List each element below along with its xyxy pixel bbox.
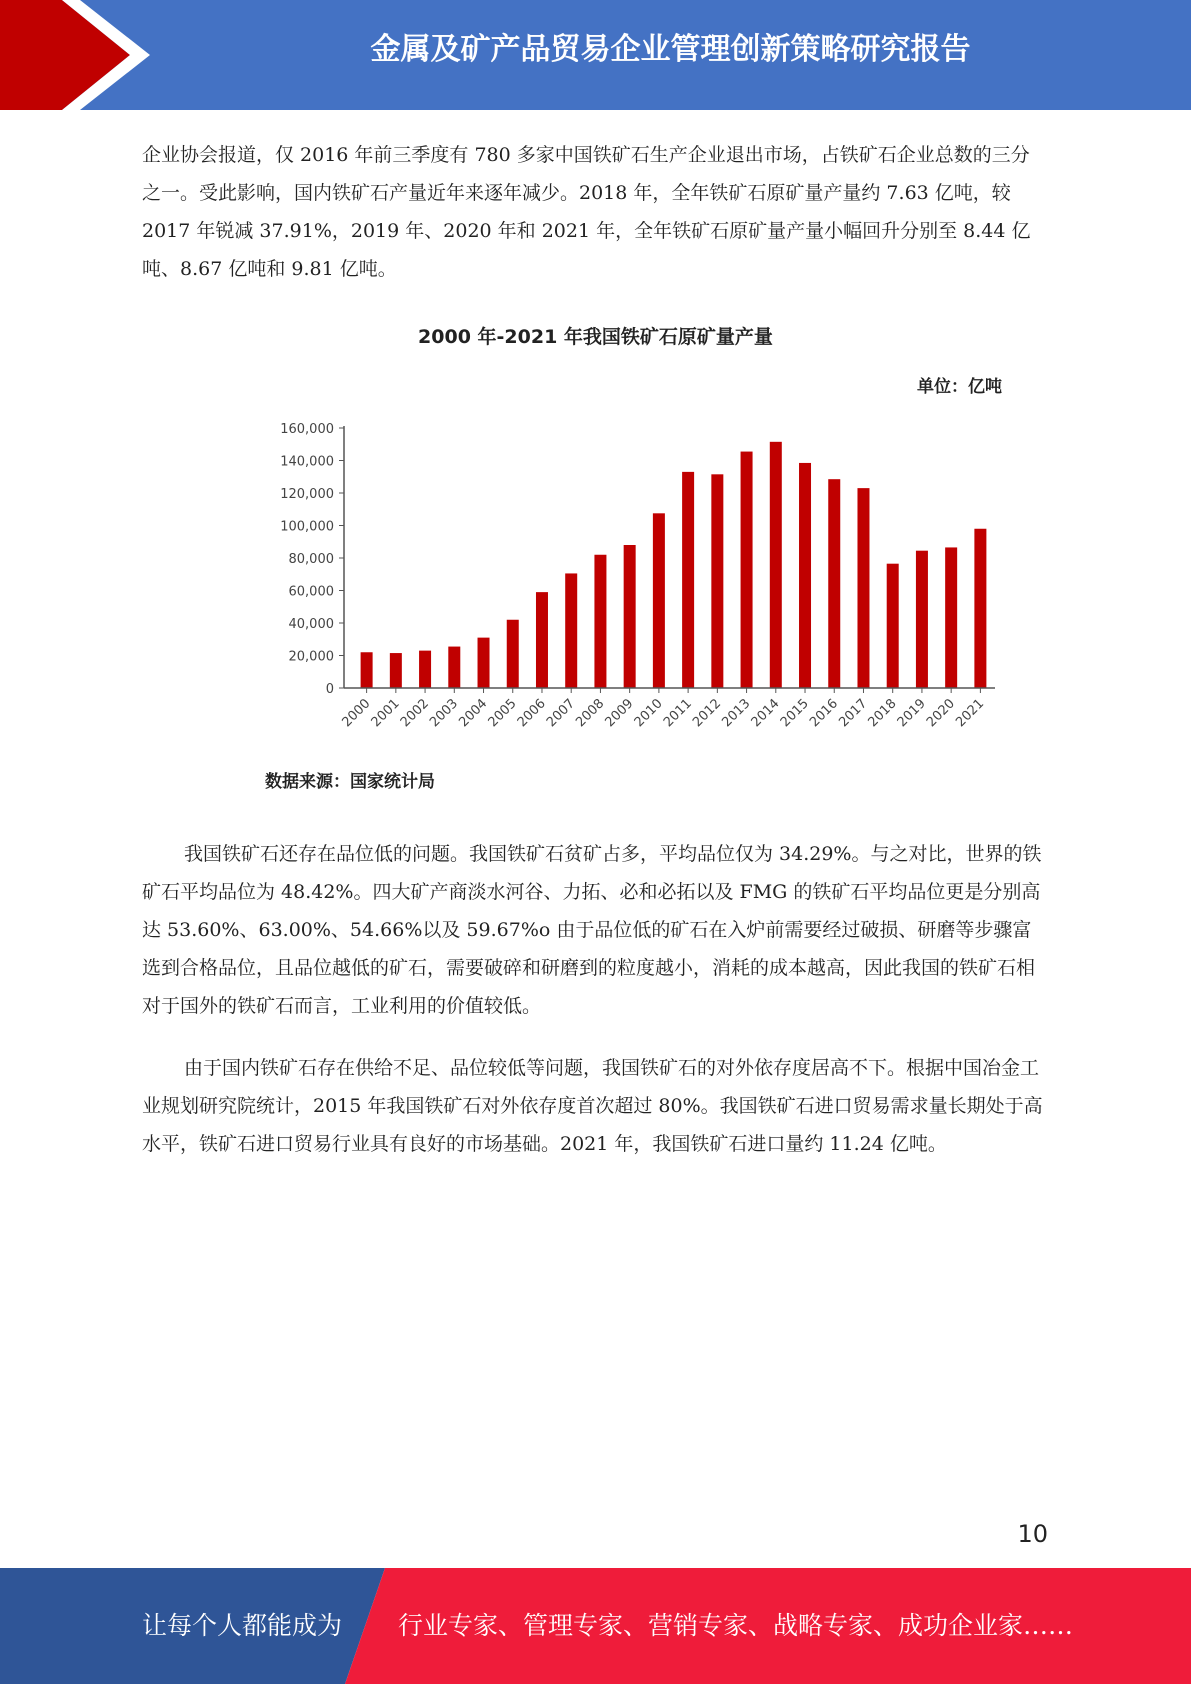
bar — [390, 653, 402, 688]
bar — [653, 513, 665, 688]
body-paragraph-3: 由于国内铁矿石存在供给不足、品位较低等问题，我国铁矿石的对外依存度居高不下。根据中国冶金工业规划研究院统计，2015 年我国铁矿石对外依存度首次超过 80%。我国铁矿石进口贸易需求量长期处于高水平，铁矿石进口贸易行业具有良好的市场基础。2021 年，我国铁矿石进口量约 11.24 亿吨。 — [142, 1057, 1043, 1155]
x-tick-label: 2013 — [719, 696, 754, 731]
x-tick-label: 2010 — [631, 696, 666, 731]
bar — [682, 472, 694, 688]
y-tick-label: 40,000 — [288, 617, 334, 632]
bar — [974, 529, 986, 688]
y-axis — [280, 422, 344, 697]
x-tick-label: 2006 — [514, 696, 549, 731]
x-tick-label: 2012 — [690, 696, 725, 731]
x-tick-label: 2018 — [865, 696, 900, 731]
x-tick-label: 2004 — [456, 696, 491, 731]
y-tick-label: 160,000 — [280, 422, 334, 437]
y-tick-label: 80,000 — [288, 552, 334, 567]
bar — [770, 442, 782, 688]
bar — [916, 551, 928, 688]
bar — [536, 592, 548, 688]
body-paragraph-1: 企业协会报道，仅 2016 年前三季度有 780 多家中国铁矿石生产企业退出市场，占铁矿石企业总数的三分之一。受此影响，国内铁矿石产量近年来逐年减少。2018 年，全年铁矿石原矿量产量约 7.63 亿吨，较 2017 年锐减 37.91%，2019 年、2020 年和 2021 年，全年铁矿石原矿量产量小幅回升分别至 8.44 亿吨、8.67 亿吨和 9.81 亿吨。 — [142, 144, 1031, 280]
page-number: 10 — [1017, 1520, 1048, 1548]
x-tick-label: 2019 — [894, 696, 929, 731]
x-tick-label: 2008 — [573, 696, 608, 731]
bar — [624, 545, 636, 688]
footer-slogan-left: 让每个人都能成为 — [142, 1611, 343, 1640]
bar — [828, 479, 840, 688]
footer-slogan-right: 行业专家、管理专家、营销专家、战略专家、成功企业家…… — [398, 1611, 1074, 1640]
x-tick-label: 2017 — [836, 696, 871, 731]
chart-source: 数据来源：国家统计局 — [265, 772, 435, 792]
bar — [594, 555, 606, 688]
page-header — [0, 0, 1191, 110]
x-tick-label: 2014 — [748, 696, 783, 731]
bar — [711, 474, 723, 688]
x-tick-label: 2020 — [923, 696, 958, 731]
x-tick-label: 2007 — [544, 696, 579, 731]
x-tick-label: 2011 — [660, 696, 695, 731]
x-tick-label: 2016 — [807, 696, 842, 731]
body-paragraph-2: 我国铁矿石还存在品位低的问题。我国铁矿石贫矿占多，平均品位仅为 34.29%。与之对比，世界的铁矿石平均品位为 48.42%。四大矿产商淡水河谷、力拓、必和必拓以及 FMG 的铁矿石平均品位更是分别高达 53.60%、63.00%、54.66%以及 59.67%o 由于品位低的矿石在入炉前需要经过破损、研磨等步骤富选到合格品位，且品位越低的矿石，需要破碎和研磨到的粒度越小，消耗的成本越高，因此我国的铁矿石相对于国外的铁矿石而言，工业利用的价值较低。 — [142, 843, 1042, 1017]
bar — [887, 564, 899, 688]
x-tick-label: 2001 — [368, 696, 403, 731]
x-tick-label: 2015 — [777, 696, 812, 731]
x-axis — [339, 688, 995, 730]
y-tick-label: 100,000 — [280, 519, 334, 535]
y-tick-label: 60,000 — [288, 584, 334, 600]
bar — [419, 651, 431, 688]
x-tick-label: 2003 — [427, 696, 462, 731]
report-title: 金属及矿产品贸易企业管理创新策略研究报告 — [370, 32, 971, 67]
y-tick-label: 0 — [325, 682, 334, 697]
bar — [945, 547, 957, 688]
bar — [857, 488, 869, 688]
bar — [565, 573, 577, 688]
bar-chart — [230, 400, 1010, 750]
bars — [361, 442, 987, 688]
x-tick-label: 2021 — [953, 696, 988, 731]
x-tick-label: 2000 — [339, 696, 374, 731]
x-tick-label: 2009 — [602, 696, 637, 731]
bar — [507, 620, 519, 688]
bar — [741, 452, 753, 688]
page-footer — [0, 1568, 1191, 1684]
y-tick-label: 120,000 — [280, 487, 334, 502]
x-tick-label: 2002 — [397, 696, 432, 731]
chart-title: 2000 年-2021 年我国铁矿石原矿量产量 — [418, 326, 773, 348]
bar — [478, 638, 490, 688]
bar — [799, 463, 811, 688]
y-tick-label: 140,000 — [280, 454, 334, 470]
bar — [361, 652, 373, 688]
chart-unit: 单位：亿吨 — [917, 377, 1002, 397]
x-tick-label: 2005 — [485, 696, 520, 731]
bar — [448, 647, 460, 688]
y-tick-label: 20,000 — [288, 649, 334, 665]
